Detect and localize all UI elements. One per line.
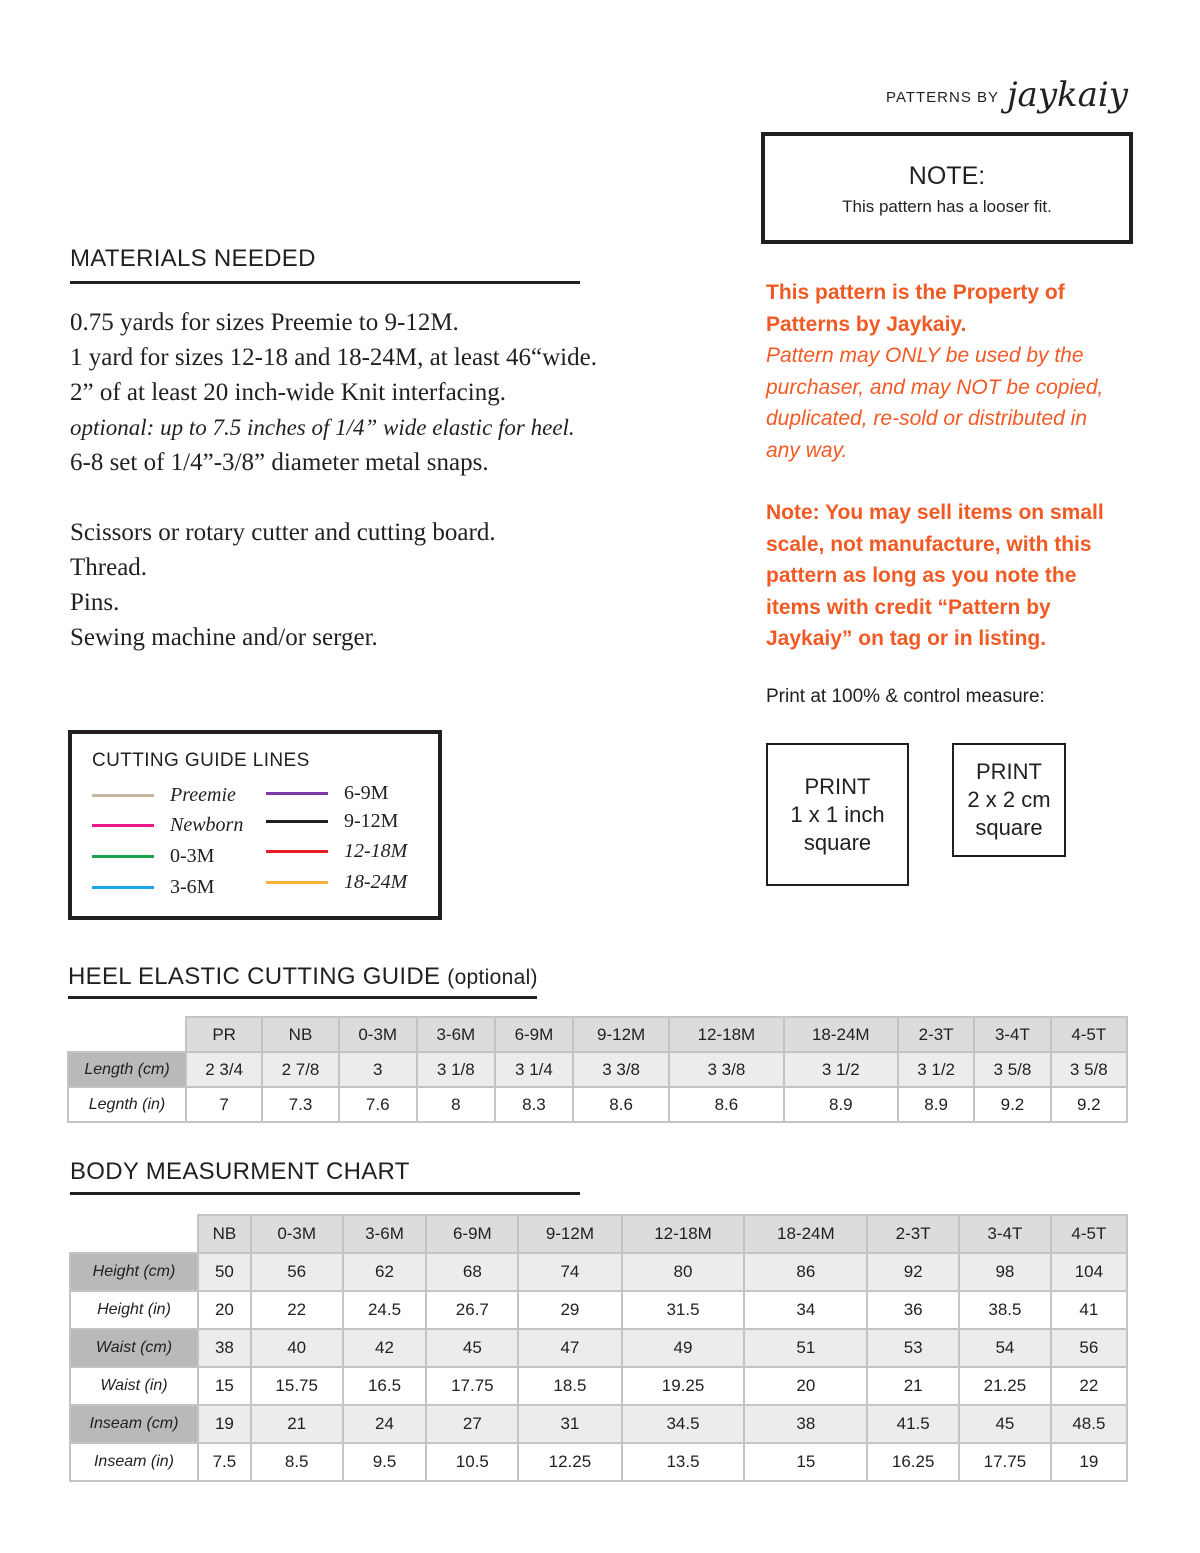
table-header-cell: 3-4T [959,1215,1051,1253]
heel-elastic-table [67,1016,1128,1123]
table-cell: 7.5 [198,1443,251,1481]
table-cell: 49 [622,1329,745,1367]
table-cell: 38 [198,1329,251,1367]
table-cell: 80 [622,1253,745,1291]
note-body: This pattern has a looser fit. [842,197,1052,216]
table-header-cell: NB [198,1215,251,1253]
table-row [68,1052,1127,1087]
sell-note-line: Note: You may sell items on small [766,501,1104,524]
table-header-cell: 6-9M [426,1215,518,1253]
table-cell: 19.25 [622,1367,745,1405]
table-cell: 7.6 [339,1087,417,1122]
table-header-cell: 9-12M [518,1215,621,1253]
table-cell: 13.5 [622,1443,745,1481]
tool-line: Sewing machine and/or serger. [70,624,378,651]
sell-note-line: items with credit “Pattern by [766,595,1051,619]
guide-line-swatch [266,792,328,795]
guide-line-swatch [92,886,154,889]
table-cell: 8.6 [573,1087,669,1122]
table-cell: 21.25 [959,1367,1051,1405]
table-cell: 3 5/8 [974,1052,1050,1087]
table-cell: 38 [744,1405,867,1443]
cutting-guide-item [92,784,236,807]
table-cell: 8.3 [495,1087,573,1122]
table-cell: 17.75 [426,1367,518,1405]
table-cell: 3 [339,1052,417,1087]
cutting-guide-title: CUTTING GUIDE LINES [92,750,310,771]
table-header-cell: 3-4T [974,1017,1050,1052]
table-cell: 51 [744,1329,867,1367]
guide-line-swatch [92,794,154,797]
cutting-guide-legend [68,730,442,920]
guide-line-label: 9-12M [344,810,399,832]
table-cell: 8.6 [669,1087,783,1122]
table-row-label: Inseam (cm) [70,1405,198,1443]
table-header-cell: 12-18M [669,1017,783,1052]
guide-line-label: 6-9M [344,782,389,804]
table-cell: 104 [1051,1253,1127,1291]
table-row-label: Length (cm) [68,1052,186,1087]
print-caption: Print at 100% & control measure: [766,686,1045,707]
table-cell: 24 [343,1405,427,1443]
table-cell: 16.5 [343,1367,427,1405]
table-cell: 9.2 [974,1087,1050,1122]
table-cell: 9.5 [343,1443,427,1481]
table-cell: 3 1/8 [417,1052,495,1087]
table-row [70,1329,1127,1367]
table-cell: 45 [959,1405,1051,1443]
heel-guide-heading [68,963,538,991]
print-inch-line: square [803,829,872,855]
note-box [761,132,1133,244]
cutting-guide-item [92,814,243,837]
property-line: Patterns by Jaykaiy. [766,312,967,336]
materials-rule [70,281,580,284]
table-row-label: Legnth (in) [68,1087,186,1122]
cutting-guide-item [266,782,388,805]
table-cell: 15 [198,1367,251,1405]
usage-line: Pattern may ONLY be used by the [766,344,1084,367]
table-row-label: Waist (cm) [70,1329,198,1367]
property-notice [766,277,1136,655]
brand-logo [886,75,1128,115]
table-header-cell: NB [262,1017,338,1052]
table-cell: 8 [417,1087,495,1122]
table-cell: 68 [426,1253,518,1291]
table-cell: 2 3/4 [186,1052,262,1087]
heel-guide-heading-text: HEEL ELASTIC CUTTING GUIDE [68,963,441,990]
table-cell: 36 [867,1291,959,1329]
usage-line: duplicated, re-sold or distributed in [766,407,1088,430]
table-cell: 54 [959,1329,1051,1367]
table-header-cell: 2-3T [867,1215,959,1253]
material-line: 0.75 yards for sizes Preemie to 9-12M. [70,309,459,336]
body-chart-heading: BODY MEASURMENT CHART [70,1158,410,1185]
guide-line-swatch [92,824,154,827]
table-cell: 40 [251,1329,343,1367]
table-header-cell: 18-24M [784,1017,898,1052]
table-row [70,1405,1127,1443]
material-line: 2” of at least 20 inch-wide Knit interfacing. [70,379,506,406]
table-header-cell: 6-9M [495,1017,573,1052]
materials-heading: MATERIALS NEEDED [70,245,316,272]
table-cell: 56 [1051,1329,1127,1367]
table-cell: 19 [198,1405,251,1443]
table-cell: 8.9 [898,1087,974,1122]
table-cell: 34 [744,1291,867,1329]
table-header-cell: 3-6M [343,1215,427,1253]
table-cell: 16.25 [867,1443,959,1481]
table-cell: 31.5 [622,1291,745,1329]
tool-line: Scissors or rotary cutter and cutting board. [70,519,496,546]
brand-prefix: PATTERNS BY [886,89,1000,106]
table-cell: 24.5 [343,1291,427,1329]
sell-note-line: scale, not manufacture, with this [766,532,1092,556]
table-cell: 26.7 [426,1291,518,1329]
table-header-cell: 9-12M [573,1017,669,1052]
guide-line-label: 3-6M [170,876,215,898]
print-inch-square [766,743,909,886]
table-cell: 3 3/8 [573,1052,669,1087]
sell-note-line: pattern as long as you note the [766,564,1077,587]
table-corner [70,1215,198,1253]
table-cell: 56 [251,1253,343,1291]
table-cell: 38.5 [959,1291,1051,1329]
table-cell: 12.25 [518,1443,621,1481]
table-cell: 3 1/2 [898,1052,974,1087]
table-cell: 19 [1051,1443,1127,1481]
table-cell: 3 1/4 [495,1052,573,1087]
table-row-label: Waist (in) [70,1367,198,1405]
table-row [70,1253,1127,1291]
material-line: 6-8 set of 1/4”-3/8” diameter metal snaps. [70,449,489,476]
table-corner [68,1017,186,1052]
table-header-cell: 3-6M [417,1017,495,1052]
print-cm-line: square [975,815,1043,840]
table-cell: 8.5 [251,1443,343,1481]
guide-line-label: Preemie [170,784,236,806]
print-cm-line: 2 x 2 cm [967,787,1051,812]
material-line-optional: optional: up to 7.5 inches of 1/4” wide elastic for heel. [70,415,575,440]
table-cell: 47 [518,1329,621,1367]
note-title: NOTE: [908,162,986,190]
table-cell: 48.5 [1051,1405,1127,1443]
cutting-guide-item [266,871,407,894]
print-cm-square [952,743,1066,857]
brand-name: jaykaiy [1007,75,1128,115]
table-header-cell: PR [186,1017,262,1052]
table-row-label: Height (cm) [70,1253,198,1291]
table-row [68,1087,1127,1122]
print-inch-line: 1 x 1 inch [790,801,885,827]
cutting-guide-item [266,810,398,833]
table-row-label: Inseam (in) [70,1443,198,1481]
table-header-cell: 4-5T [1051,1215,1127,1253]
property-line: This pattern is the Property of [766,281,1065,304]
table-cell: 8.9 [784,1087,898,1122]
heel-guide-heading-suffix: (optional) [447,966,538,989]
guide-line-label: Newborn [170,814,244,836]
table-cell: 18.5 [518,1367,621,1405]
body-measurement-table [69,1214,1128,1482]
table-row [70,1367,1127,1405]
tool-line: Thread. [70,554,148,581]
table-cell: 62 [343,1253,427,1291]
table-header-cell: 0-3M [251,1215,343,1253]
table-row [70,1443,1127,1481]
table-cell: 31 [518,1405,621,1443]
table-cell: 42 [343,1329,427,1367]
cutting-guide-item [92,876,214,899]
table-cell: 20 [744,1367,867,1405]
sell-note-line: Jaykaiy” on tag or in listing. [766,627,1047,650]
table-cell: 7 [186,1087,262,1122]
guide-line-label: 0-3M [170,845,215,867]
table-cell: 17.75 [959,1443,1051,1481]
table-header-cell: 0-3M [339,1017,417,1052]
table-cell: 15 [744,1443,867,1481]
table-cell: 10.5 [426,1443,518,1481]
heel-guide-rule [68,996,537,999]
table-cell: 34.5 [622,1405,745,1443]
cutting-guide-item [92,845,214,868]
table-cell: 3 1/2 [784,1052,898,1087]
table-cell: 20 [198,1291,251,1329]
table-header-cell: 4-5T [1051,1017,1127,1052]
guide-line-swatch [92,855,154,858]
table-cell: 41 [1051,1291,1127,1329]
table-cell: 3 5/8 [1051,1052,1127,1087]
table-row [70,1291,1127,1329]
print-cm-line: PRINT [976,759,1042,784]
table-cell: 3 3/8 [669,1052,783,1087]
table-header-cell: 18-24M [744,1215,867,1253]
body-chart-rule [70,1192,580,1195]
table-cell: 2 7/8 [262,1052,338,1087]
table-cell: 21 [867,1367,959,1405]
guide-line-swatch [266,881,328,884]
material-line: 1 yard for sizes 12-18 and 18-24M, at least 46“wide. [70,344,597,371]
table-cell: 29 [518,1291,621,1329]
print-inch-line: PRINT [804,773,871,799]
table-row-label: Height (in) [70,1291,198,1329]
table-cell: 92 [867,1253,959,1291]
table-cell: 41.5 [867,1405,959,1443]
guide-line-swatch [266,820,328,823]
table-cell: 74 [518,1253,621,1291]
table-cell: 50 [198,1253,251,1291]
table-cell: 86 [744,1253,867,1291]
table-cell: 98 [959,1253,1051,1291]
table-cell: 27 [426,1405,518,1443]
guide-line-swatch [266,850,328,853]
table-header-cell: 2-3T [898,1017,974,1052]
table-cell: 53 [867,1329,959,1367]
materials-list [70,305,690,655]
table-cell: 21 [251,1405,343,1443]
table-cell: 22 [1051,1367,1127,1405]
table-cell: 45 [426,1329,518,1367]
table-cell: 7.3 [262,1087,338,1122]
cutting-guide-item [266,840,407,863]
table-cell: 9.2 [1051,1087,1127,1122]
guide-line-label: 12-18M [344,840,408,862]
usage-line: any way. [766,438,848,462]
tool-line: Pins. [70,589,120,616]
table-cell: 15.75 [251,1367,343,1405]
usage-line: purchaser, and may NOT be copied, [766,375,1104,399]
guide-line-label: 18-24M [344,871,408,893]
table-header-cell: 12-18M [622,1215,745,1253]
table-cell: 22 [251,1291,343,1329]
